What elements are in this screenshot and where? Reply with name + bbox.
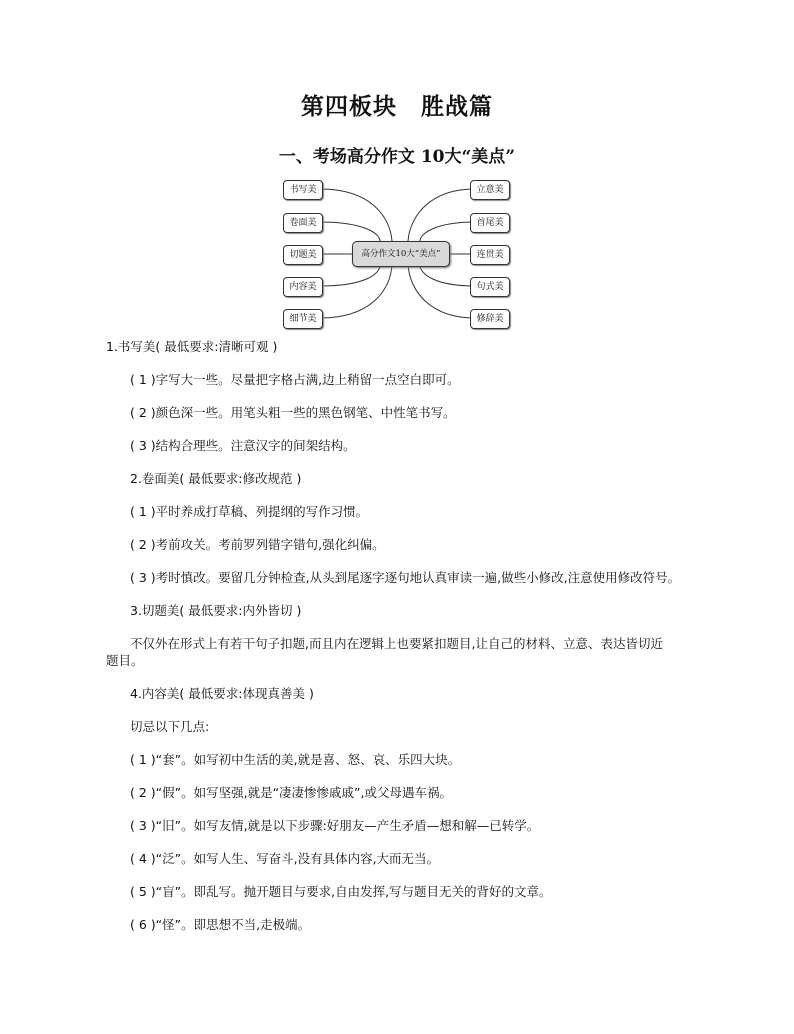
list-item: ( 3 )“旧”。如写友情,就是以下步骤:好朋友—产生矛盾—想和解—已转学。: [130, 818, 540, 833]
section-heading-relevance: 3.切题美( 最低要求:内外皆切 ): [130, 603, 302, 618]
mindmap-node-right-5: 修辞美: [470, 309, 510, 329]
mindmap-node-left-3: 切题美: [283, 245, 323, 265]
list-item: ( 5 )“盲”。即乱写。抛开题目与要求,自由发挥,写与题目无关的背好的文章。: [130, 884, 552, 899]
paragraph: 切忌以下几点:: [130, 719, 210, 734]
mindmap-node-left-1: 书写美: [283, 180, 323, 200]
section-heading-content: 4.内容美( 最低要求:体现真善美 ): [130, 686, 314, 701]
list-item: ( 1 )平时养成打草稿、列提纲的写作习惯。: [130, 504, 369, 519]
mindmap-node-left-5: 细节美: [283, 309, 323, 329]
page-title: 第四板块 胜战篇: [301, 93, 493, 120]
list-item: ( 4 )“泛”。如写人生、写奋斗,没有具体内容,大而无当。: [130, 851, 440, 866]
list-item: ( 6 )“怪”。即思想不当,走极端。: [130, 917, 311, 932]
section-heading-layout: 2.卷面美( 最低要求:修改规范 ): [130, 471, 302, 486]
mindmap-node-right-2: 首尾美: [470, 213, 510, 233]
mindmap-center-node: 高分作文10大“美点”: [352, 241, 450, 267]
mindmap-node-right-3: 连贯美: [470, 245, 510, 265]
list-item: ( 1 )“套”。如写初中生活的美,就是喜、怒、哀、乐四大块。: [130, 752, 461, 767]
list-item: ( 2 )颜色深一些。用笔头粗一些的黑色钢笔、中性笔书写。: [130, 405, 456, 420]
mindmap-node-right-1: 立意美: [470, 180, 510, 200]
list-item: ( 2 )“假”。如写坚强,就是“凄凄惨惨戚戚”,或父母遇车祸。: [130, 785, 453, 800]
document-body: [106, 338, 681, 949]
list-item: ( 2 )考前攻关。考前罗列错字错句,强化纠偏。: [130, 537, 385, 552]
mindmap-diagram: [280, 176, 520, 332]
mindmap-node-right-4: 句式美: [470, 277, 510, 297]
section-heading-writing: 1.书写美( 最低要求:清晰可观 ): [106, 339, 278, 354]
mindmap-node-left-2: 卷面美: [283, 213, 323, 233]
list-item: ( 1 )字写大一些。尽量把字格占满,边上稍留一点空白即可。: [130, 372, 460, 387]
mindmap-node-left-4: 内容美: [283, 277, 323, 297]
list-item: ( 3 )结构合理些。注意汉字的间架结构。: [130, 438, 356, 453]
paragraph: 不仅外在形式上有若干句子扣题,而且内在逻辑上也要紧扣题目,让自己的材料、立意、表达皆切近题目。: [106, 636, 663, 668]
list-item: ( 3 )考时慎改。要留几分钟检查,从头到尾逐字逐句地认真审读一遍,做些小修改,注意使用修改符号。: [130, 570, 681, 585]
section-heading: 一、考场高分作文 10大“美点”: [278, 147, 516, 167]
